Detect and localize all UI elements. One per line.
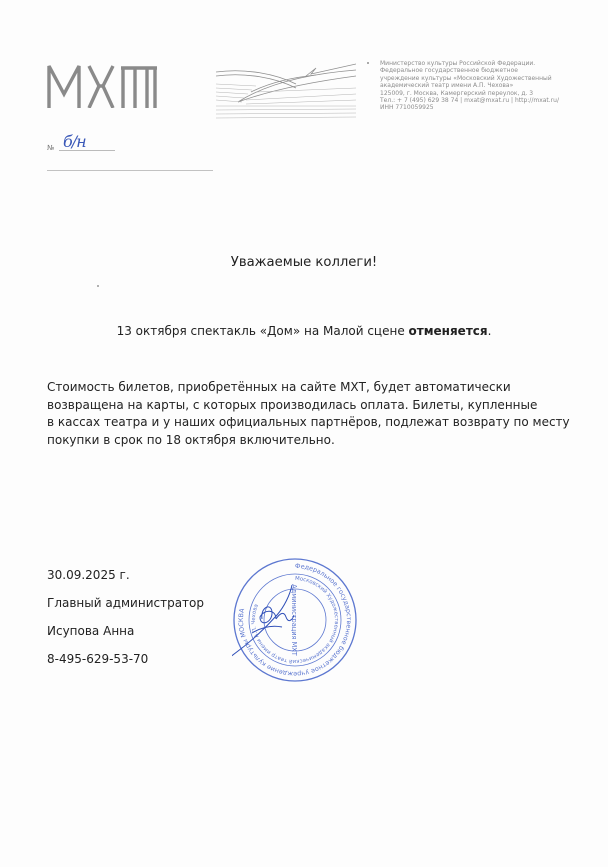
body-line: в кассах театра и у наших официальных партнёров, подлежат возврату по месту [47, 415, 570, 430]
body-line: Стоимость билетов, приобретённых на сайте МХТ, будет автоматически [47, 380, 511, 394]
speck [97, 285, 99, 287]
date-underline [47, 170, 213, 171]
body-line: покупки в срок по 18 октября включительно. [47, 432, 335, 447]
greeting: Уважаемые коллеги! [230, 255, 378, 270]
org-line: Министерство культуры Российской Федерации. [380, 60, 536, 67]
signer-position: Главный администратор [47, 596, 205, 610]
signer-name: Исупова Анна [47, 624, 135, 638]
announcement-bold: отменяется [408, 324, 488, 338]
body-line: возвращена на карты, с которых производилась оплата. Билеты, купленные [47, 397, 538, 412]
org-line: ИНН 7710059925 [380, 104, 434, 112]
stamp-outer-text: Федеральное государственное бюджетное учреждение культуры МОСКВА [236, 561, 354, 679]
announcement-end: . [487, 324, 492, 338]
announcement [0, 324, 608, 338]
org-line: 125009, г. Москва, Камергерский переулок, д. 3 [380, 89, 534, 97]
feather-emblem [216, 62, 356, 122]
organization-details [380, 60, 608, 112]
signer-phone: 8-495-629-53-70 [47, 652, 149, 666]
letter-date: 30.09.2025 г. [47, 568, 130, 582]
stamp-inner-text: Московский Художественный академический театр имени А.П. Чехова [250, 575, 340, 665]
org-line: академический театр имени А.П. Чехова» [380, 82, 514, 90]
org-line: Тел.: + 7 (495) 629 38 74 | mxat@mxat.ru | http://mxat.ru/ [380, 97, 559, 105]
body-paragraph [47, 379, 587, 449]
org-line: учреждение культуры «Московский Художественный [380, 74, 552, 82]
stamp-center-text: Администрация МХТ [290, 584, 298, 656]
org-bullet [367, 62, 369, 64]
announcement-text: 13 октября спектакль «Дом» на Малой сцене [116, 324, 409, 338]
mxt-logo [47, 64, 159, 108]
org-line: Федеральное государственное бюджетное [380, 67, 518, 75]
number-label: № [47, 144, 55, 152]
official-stamp [232, 557, 358, 683]
number-handwritten: б/н [63, 132, 86, 151]
document-number [47, 130, 115, 154]
